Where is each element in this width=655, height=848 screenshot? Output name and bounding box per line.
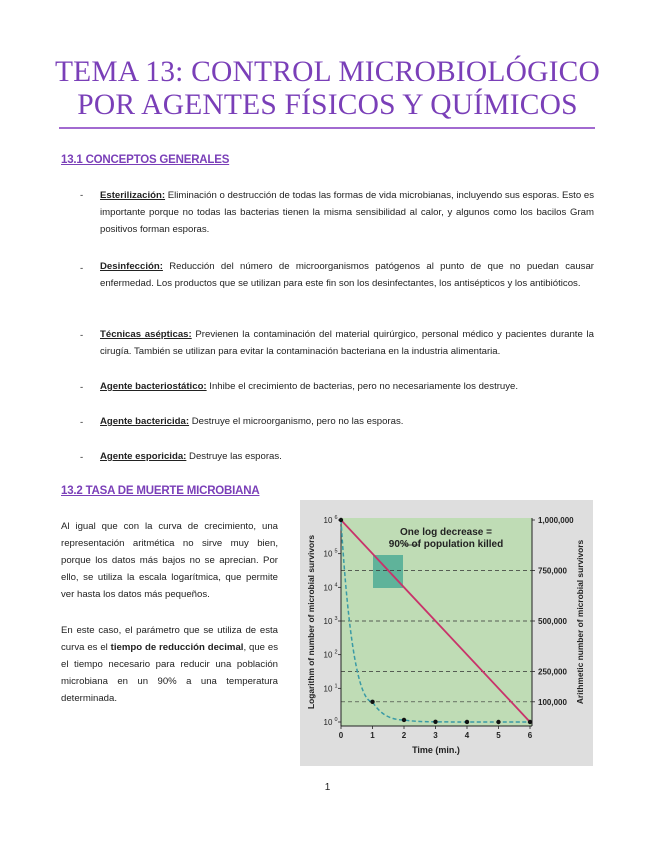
arith-data-point [496, 720, 500, 724]
y-tick-exponent: 6 [334, 515, 338, 521]
y-tick-label-right: 500,000 [538, 617, 567, 626]
y-axis-label-right: Arithmetic number of microbial survivors [575, 539, 585, 705]
x-tick-label: 0 [338, 731, 344, 740]
section-heading-conceptos: 13.1 CONCEPTOS GENERALES [61, 154, 230, 166]
page-number: 1 [324, 782, 331, 793]
death-curve-figure [300, 500, 593, 766]
y-tick-exponent: 4 [334, 582, 338, 589]
y-tick-label-left: 10 [323, 516, 333, 525]
list-item-bacteriostatico [100, 378, 594, 395]
term-definition: Destruye las esporas. [186, 451, 282, 462]
annotation-line-1: One log decrease = [400, 527, 492, 538]
bullet-marker: - [80, 452, 84, 463]
death-curve-chart [300, 500, 593, 766]
y-tick-exponent: 3 [334, 616, 338, 622]
bold-term: tiempo de reducción decimal [110, 642, 244, 653]
annotation-line-2: 90% of population killed [388, 539, 504, 550]
term-definition: Inhibe el crecimiento de bacterias, pero no necesariamente los destruye. [206, 381, 519, 392]
term-label: Agente bacteriostático: [100, 381, 207, 392]
term-definition: Previenen la contaminación del material quirúrgico, personal médico y pacientes durante la cirugía. También se utilizan para evitar la contaminación bacteriana en la industria alimentaria. [100, 329, 594, 357]
x-tick-label: 2 [401, 731, 407, 740]
y-tick-label-left: 10 [323, 650, 333, 660]
y-tick-label-left: 10 [323, 684, 333, 694]
y-tick-label-right: 750,000 [538, 566, 567, 576]
term-label: Agente bactericida: [100, 416, 190, 427]
x-tick-label: 4 [464, 731, 470, 740]
arith-data-point [402, 718, 406, 722]
bullet-marker: - [80, 263, 84, 274]
page-title [0, 56, 655, 122]
paragraph-text: En este caso, el parámetro que se utiliza de esta curva es el [61, 625, 278, 653]
term-definition: Reducción del número de microorganismos patógenos al punto de que no puedan causar enfermedad. Los productos que se utilizan para este fin son los desinfectantes, los antisépticos y los antibióticos. [100, 261, 594, 289]
x-tick-label: 3 [433, 731, 438, 740]
section-heading-tasa-muerte: 13.2 TASA DE MUERTE MICROBIANA [61, 485, 260, 497]
bullet-marker: - [80, 330, 84, 341]
y-tick-label-left: 10 [323, 617, 333, 626]
x-axis-label: Time (min.) [412, 745, 460, 755]
paragraph-text: , que es el tiempo necesario para reducir una población microbiana en un 90% a una temperatura determinada. [61, 642, 278, 704]
paragraph-escala-logaritmica: Al igual que con la curva de crecimiento, una representación aritmética no sirve muy bien, porque los datos más bajos no se aprecian. Por ello, se utiliza la escala logarítmica, que permite ver hasta los datos más pequeños. [61, 521, 278, 600]
y-tick-exponent: 5 [334, 548, 338, 555]
y-tick-exponent: 1 [334, 683, 338, 690]
term-definition: Eliminación o destrucción de todas las formas de vida microbianas, incluyendo sus esporas. Esto es importante porque no todas las bacterias tienen la misma sensibilidad al calor, y algunos como los bacilos Gram positivos forman esporas. [100, 190, 594, 235]
y-tick-exponent: 0 [334, 717, 338, 723]
term-label: Desinfección: [100, 261, 163, 272]
x-tick-label: 5 [496, 731, 501, 740]
paragraph-tiempo-reduccion [61, 622, 278, 707]
arith-data-point [433, 720, 437, 724]
y-tick-label-right: 250,000 [538, 667, 567, 677]
y-tick-label-left: 10 [323, 718, 333, 727]
list-item-tecnicas-asepticas [100, 326, 594, 360]
y-tick-label-left: 10 [323, 549, 333, 559]
term-label: Técnicas asépticas: [100, 329, 192, 340]
y-tick-label-right: 1,000,000 [538, 516, 574, 525]
arith-data-point [528, 720, 532, 724]
title-line-2: POR AGENTES FÍSICOS Y QUÍMICOS [77, 89, 578, 121]
x-tick-label: 6 [527, 731, 533, 740]
arith-data-point [465, 720, 469, 724]
y-tick-exponent: 2 [334, 649, 338, 656]
term-label: Esterilización: [100, 190, 166, 201]
y-tick-label-left: 10 [323, 583, 333, 593]
y-axis-label-left: Logarithm of number of microbial survivors [306, 534, 316, 710]
term-definition: Destruye el microorganismo, pero no las esporas. [189, 416, 404, 427]
y-tick-label-right: 100,000 [538, 697, 567, 707]
list-item-esterilizacion [100, 187, 594, 238]
arith-data-point [339, 518, 343, 522]
bullet-marker: - [80, 417, 84, 428]
arith-data-point [370, 700, 374, 704]
term-label: Agente esporicida: [100, 451, 187, 462]
title-line-1: TEMA 13: CONTROL MICROBIOLÓGICO [54, 56, 601, 88]
bullet-marker: - [80, 382, 84, 393]
x-tick-label: 1 [370, 731, 375, 740]
title-divider [59, 127, 595, 129]
bullet-marker: - [80, 190, 84, 201]
list-item-desinfeccion [100, 258, 594, 292]
list-item-esporicida [100, 448, 594, 465]
list-item-bactericida [100, 413, 594, 430]
